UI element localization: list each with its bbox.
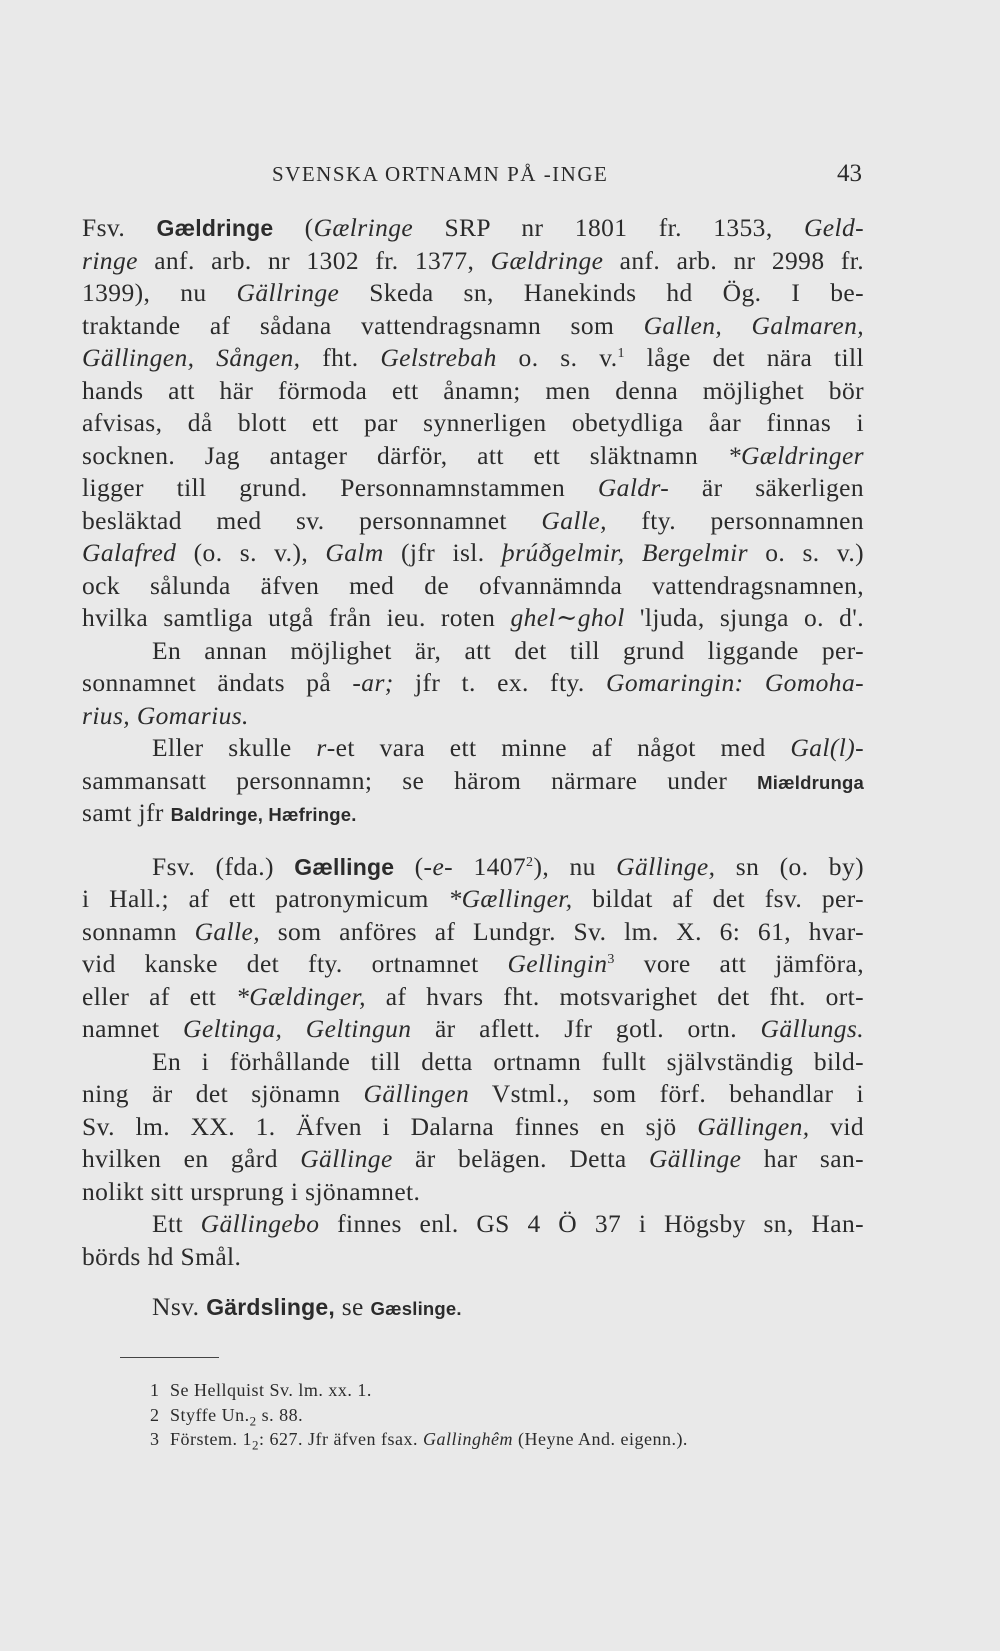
text-line: börds hd Smål. <box>82 1241 242 1271</box>
text-line: hvilken en gård Gällinge är belägen. Detta Gällinge har san- <box>82 1144 864 1173</box>
headword: Gældringe <box>156 215 274 241</box>
body-text <box>82 212 864 1324</box>
text-line: ligger till grund. Personnamnstammen Galdr- är säkerligen <box>82 473 864 502</box>
text-line: sammansatt personnamn; se härom närmare under Miældrunga <box>82 765 864 795</box>
running-head <box>82 160 862 190</box>
text-line: afvisas, då blott ett par synnerligen obetydliga åar finnas i <box>82 408 864 437</box>
headword: Gärdslinge, <box>206 1294 335 1320</box>
text-line: Eller skulle r-et vara ett minne af något med Gal(l)- <box>152 733 864 762</box>
text-line: namnet Geltinga, Geltingun är aflett. Jfr gotl. ortn. Gällungs. <box>82 1014 865 1043</box>
text-line: Nsv. Gärdslinge, se Gæslinge. <box>152 1292 462 1321</box>
text-line: Ett Gällingebo finnes enl. GS 4 Ö 37 i Högsby sn, Han- <box>152 1209 864 1238</box>
text-line: ock sålunda äfven med de ofvannämnda vattendragsnamnen, <box>82 570 864 600</box>
text-line: besläktad med sv. personnamnet Galle, fty. personnamnen <box>82 505 864 535</box>
cross-reference: Gæslinge. <box>370 1298 462 1319</box>
text-line: Sv. lm. XX. 1. Äfven i Dalarna finnes en sjö Gällingen, vid <box>82 1111 864 1141</box>
text-line: sonnamnet ändats på -ar; jfr t. ex. fty. Gomaringin: Gomoha- <box>82 668 864 697</box>
footnote: 2 Styffe $Un._2$ s. 88. <box>150 1404 304 1429</box>
text-line: hvilka samtliga utgå från ieu. roten ghel∼ghol 'ljuda, sjunga o. d'. <box>82 603 864 632</box>
footnote-ref: 1 <box>617 346 625 361</box>
footnotes <box>150 1378 890 1452</box>
footnote: 1 Se Hellquist Sv. lm. xx. 1. <box>150 1380 372 1400</box>
text-line: sonnamn Galle, som anföres af Lundgr. Sv. lm. X. 6: 61, hvar- <box>82 916 865 946</box>
text-line: Gällingen, Sången, fht. Gelstrebah o. s. v.$^1$ låge det nära till <box>82 343 864 372</box>
text-line: En i förhållande till detta ortnamn fullt självständig bild- <box>152 1046 864 1076</box>
text-line: vid kanske det fty. ortnamnet Gellingin$^3$ vore att jämföra, <box>82 949 864 978</box>
text-line: eller af ett *Gældinger, af hvars fht. motsvarighet det fht. ort- <box>82 981 865 1011</box>
page-number: 43 <box>837 160 862 187</box>
text-line: traktande af sådana vattendragsnamn som Gallen, Galmaren, <box>82 310 864 340</box>
footnote: 3 Förstem. $1_2$: 627. Jfr äfven fsax. Gallinghêm (Heyne And. eigenn.). <box>150 1429 688 1453</box>
text-line: En annan möjlighet är, att det till grund liggande per- <box>152 635 864 665</box>
text-line: ringe anf. arb. nr 1302 fr. 1377, Gældringe anf. arb. nr 2998 fr. <box>82 245 864 275</box>
text-line: rius, Gomarius. <box>82 700 249 730</box>
footnote-ref: 3 <box>607 952 615 967</box>
entry-gaeldringe <box>82 212 864 830</box>
text-line: Galafred (o. s. v.), Galm (jfr isl. þrúðgelmir, Bergelmir o. s. v.) <box>82 538 865 567</box>
text-line: nolikt sitt ursprung i sjönamnet. <box>82 1176 421 1206</box>
headword: Gællinge <box>294 853 395 880</box>
text-line: samt jfr Baldringe, Hæfringe. <box>82 798 357 827</box>
text-line: hands att här förmoda ett ånamn; men denna möjlighet bör <box>82 375 864 405</box>
text-line: Fsv. (fda.) Gællinge (-e- 1407$^2$), nu Gällinge, sn (o. by) <box>152 851 864 881</box>
text-line: 1399), nu Gällringe Skeda sn, Hanekinds hd Ög. I be- <box>82 278 864 307</box>
text-line: ning är det sjönamn Gällingen Vstml., som förf. behandlar i <box>82 1079 864 1108</box>
cross-reference: Baldringe, Hæfringe. <box>170 804 357 825</box>
footnote-ref: 2 <box>526 854 534 870</box>
running-title: SVENSKA ORTNAMN PÅ -INGE <box>272 162 609 186</box>
entry-gaellinge <box>82 851 864 1274</box>
cross-reference: Miældrunga <box>757 771 864 793</box>
text-line: socknen. Jag antager därför, att ett släktnamn *Gældringer <box>82 440 864 470</box>
text-line: Fsv. Gældringe (Gælringe SRP nr 1801 fr. 1353, Geld- <box>82 213 864 242</box>
entry-gardslinge <box>82 1291 864 1324</box>
footnote-rule <box>120 1357 219 1358</box>
text-line: i Hall.; af ett patronymicum *Gællinger, bildat af det fsv. per- <box>82 884 864 913</box>
